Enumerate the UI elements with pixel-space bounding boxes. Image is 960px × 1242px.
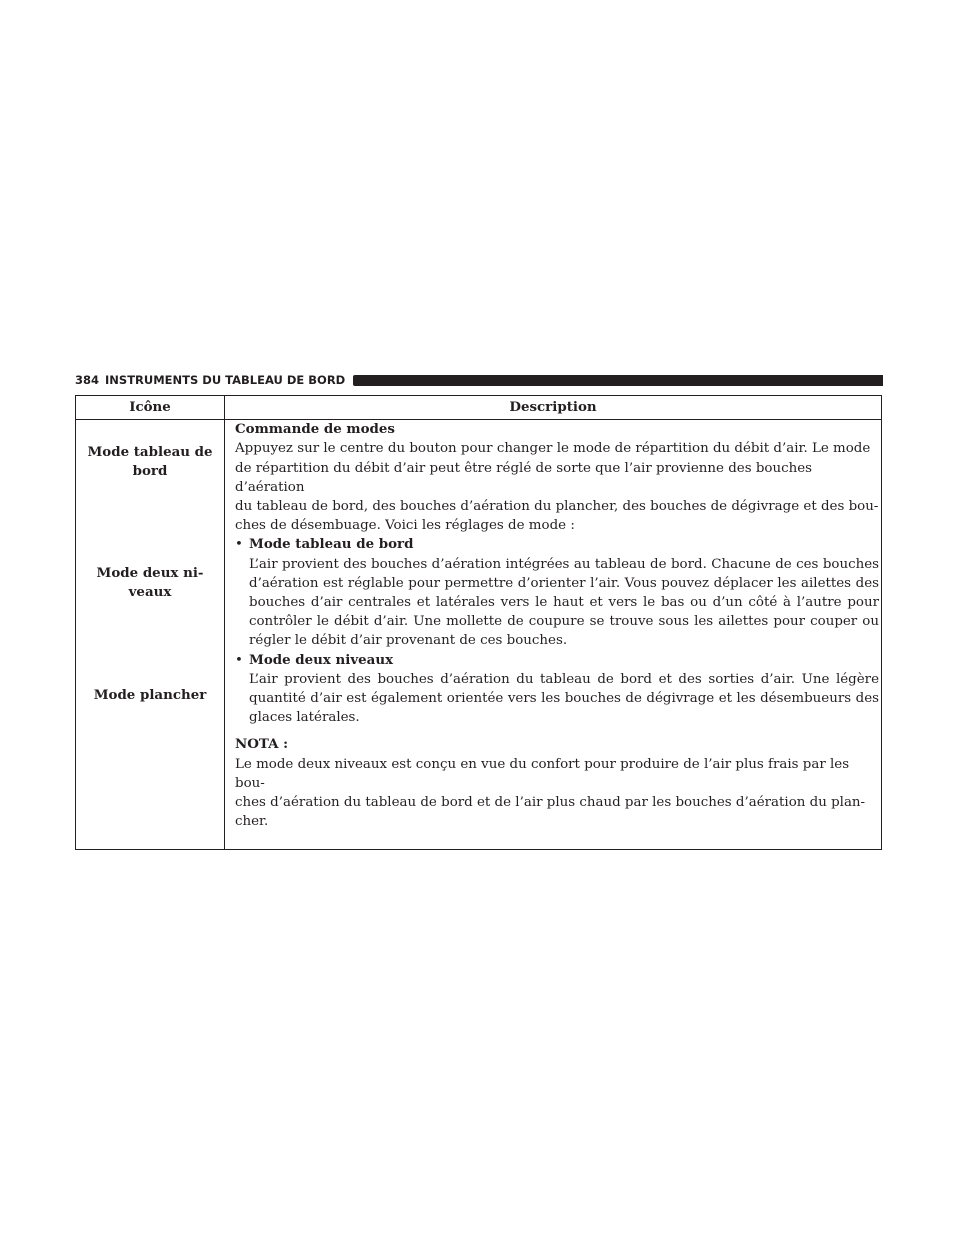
intro-line: ches de désembuage. Voici les réglages de mode : [235, 518, 575, 534]
note-heading: NOTA : [235, 736, 289, 753]
table-row [76, 420, 882, 850]
intro-line: du tableau de bord, des bouches d’aération du plancher, des bouches de dégivrage et des bou- [235, 499, 879, 515]
bullet-mode-tableau [235, 535, 879, 650]
intro-paragraph [235, 439, 879, 535]
icon-label-mode-plancher: Mode plancher [93, 687, 207, 704]
column-header-description: Description [225, 396, 882, 420]
note-paragraph [235, 755, 879, 832]
intro-line: Appuyez sur le centre du bouton pour changer le mode de répartition du débit d’air. Le mode [235, 441, 871, 457]
icon-label-mode-tableau: Mode tableau de bord [87, 444, 213, 480]
page-number: 384 [75, 373, 100, 387]
note-line: cher. [235, 814, 269, 830]
bullet-heading: Mode tableau de bord [249, 536, 414, 553]
bullet-heading: Mode deux niveaux [249, 651, 394, 668]
icon-cell [76, 420, 225, 850]
note-line: Le mode deux niveaux est conçu en vue du confort pour produire de l’air plus frais par les bou- [235, 756, 850, 791]
description-title: Commande de modes [235, 421, 395, 438]
page-header [75, 372, 883, 388]
description-cell [225, 420, 882, 850]
bullet-dot: • [235, 537, 243, 553]
note-line: ches d’aération du tableau de bord et de l’air plus chaud par les bouches d’aération du plan- [235, 795, 866, 811]
section-title: INSTRUMENTS DU TABLEAU DE BORD [105, 373, 346, 387]
table-header-row [76, 396, 882, 420]
icon-label-mode-deux-niveaux: Mode deux ni- veaux [96, 565, 204, 601]
column-header-icon: Icône [76, 396, 225, 420]
header-rule [353, 375, 883, 386]
bullet-text: L’air provient des bouches d’aération du tableau de bord et des sorties d’air. Une légère quantité d’air est également orientée vers les bouches de dégivrage et les désembueurs des glaces latérales. [249, 671, 879, 726]
bullet-mode-deux-niveaux [235, 651, 879, 728]
mode-table [75, 395, 882, 850]
bullet-dot: • [235, 652, 243, 668]
intro-line: de répartition du débit d’air peut être réglé de sorte que l’air provienne des bouches d’aération [235, 460, 813, 495]
bullet-text: L’air provient des bouches d’aération intégrées au tableau de bord. Chacune de ces bouches d’aération est réglable pour permettre d’orienter l’air. Vous pouvez déplacer les ailettes des bouches d’air centrales et latérales vers le haut et vers le bas ou d’un côté à l’autre pour contrôler le débit d’air. Une mollette de coupure se trouve sous les ailettes pour couper ou régler le débit d’air provenant de ces bouches. [249, 556, 879, 649]
